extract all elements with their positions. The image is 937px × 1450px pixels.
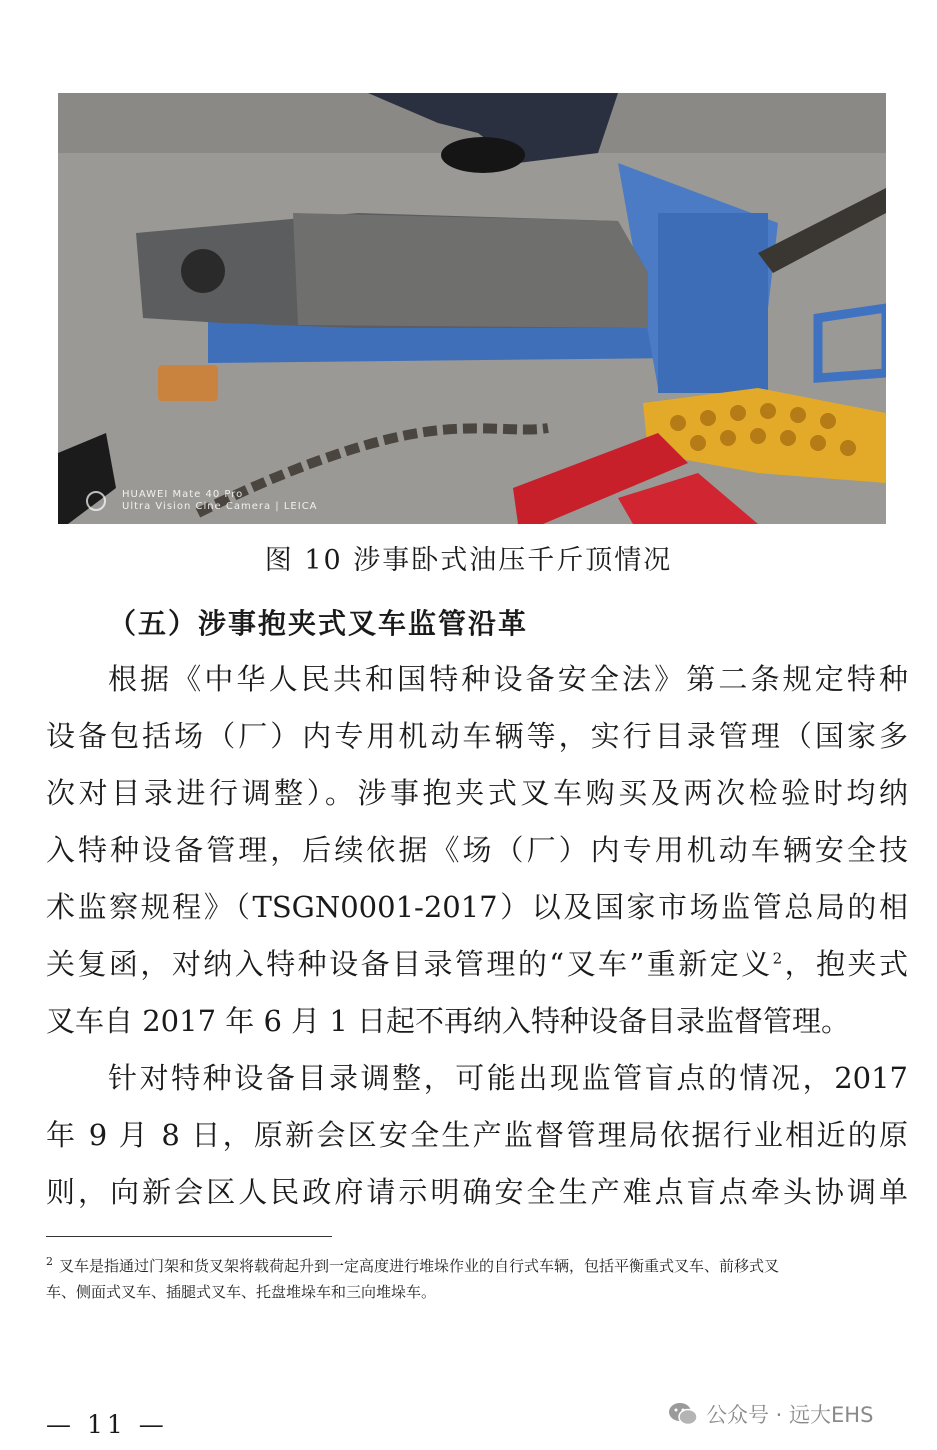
page-number: — 11 —	[46, 1410, 168, 1439]
body-line-1: 根据《中华人民共和国特种设备安全法》第二条规定特种	[108, 662, 908, 696]
figure-photo	[58, 93, 886, 524]
camera-logo-icon	[86, 491, 106, 511]
body-line-8: 针对特种设备目录调整，可能出现监管盲点的情况，2017	[108, 1061, 908, 1095]
body-line-7: 叉车自 2017 年 6 月 1 日起不再纳入特种设备目录监督管理。	[46, 1004, 851, 1038]
wechat-icon	[668, 1401, 698, 1427]
footnote-text-1: 叉车是指通过门架和货叉架将载荷起升到一定高度进行堆垛作业的自行式车辆，包括平衡重式叉车、前移式叉	[59, 1257, 780, 1275]
body-line-9: 年 9 月 8 日，原新会区安全生产监督管理局依据行业相近的原	[46, 1118, 908, 1152]
body-line-5: 术监察规程》（TSGN0001-2017）以及国家市场监管总局的相	[46, 890, 908, 924]
footnote-number: 2	[46, 1255, 53, 1268]
body-line-10: 则，向新会区人民政府请示明确安全生产难点盲点牵头协调单	[46, 1175, 908, 1209]
body-line-2: 设备包括场（厂）内专用机动车辆等，实行目录管理（国家多	[46, 719, 908, 753]
wechat-brand[interactable]	[668, 1397, 873, 1431]
body-line-6-part-b: ，抱夹式	[782, 947, 908, 981]
footnote-line-1	[46, 1255, 916, 1277]
body-line-6-part-a: 关复函，对纳入特种设备目录管理的“叉车”重新定义	[46, 947, 773, 981]
footnote-line-2: 车、侧面式叉车、插腿式叉车、托盘堆垛车和三向堆垛车。	[46, 1283, 437, 1301]
brand-text: 公众号 · 远大EHS	[706, 1403, 874, 1427]
body-line-4: 入特种设备管理，后续依据《场（厂）内专用机动车辆安全技	[46, 833, 908, 867]
camera-watermark	[122, 489, 318, 513]
footnote-ref[interactable]: 2	[772, 949, 783, 968]
body-line-6	[46, 944, 908, 984]
watermark-line-2: Ultra Vision Cine Camera | LEICA	[122, 501, 318, 512]
figure-caption: 图 10 涉事卧式油压千斤顶情况	[264, 545, 673, 576]
floor-jack-photo-icon	[58, 93, 886, 524]
body-line-3: 次对目录进行调整）。涉事抱夹式叉车购买及两次检验时均纳	[46, 776, 908, 810]
watermark-line-1: HUAWEI Mate 40 Pro	[122, 489, 244, 500]
section-heading: （五）涉事抱夹式叉车监管沿革	[108, 607, 529, 640]
footnote-divider	[46, 1236, 332, 1237]
